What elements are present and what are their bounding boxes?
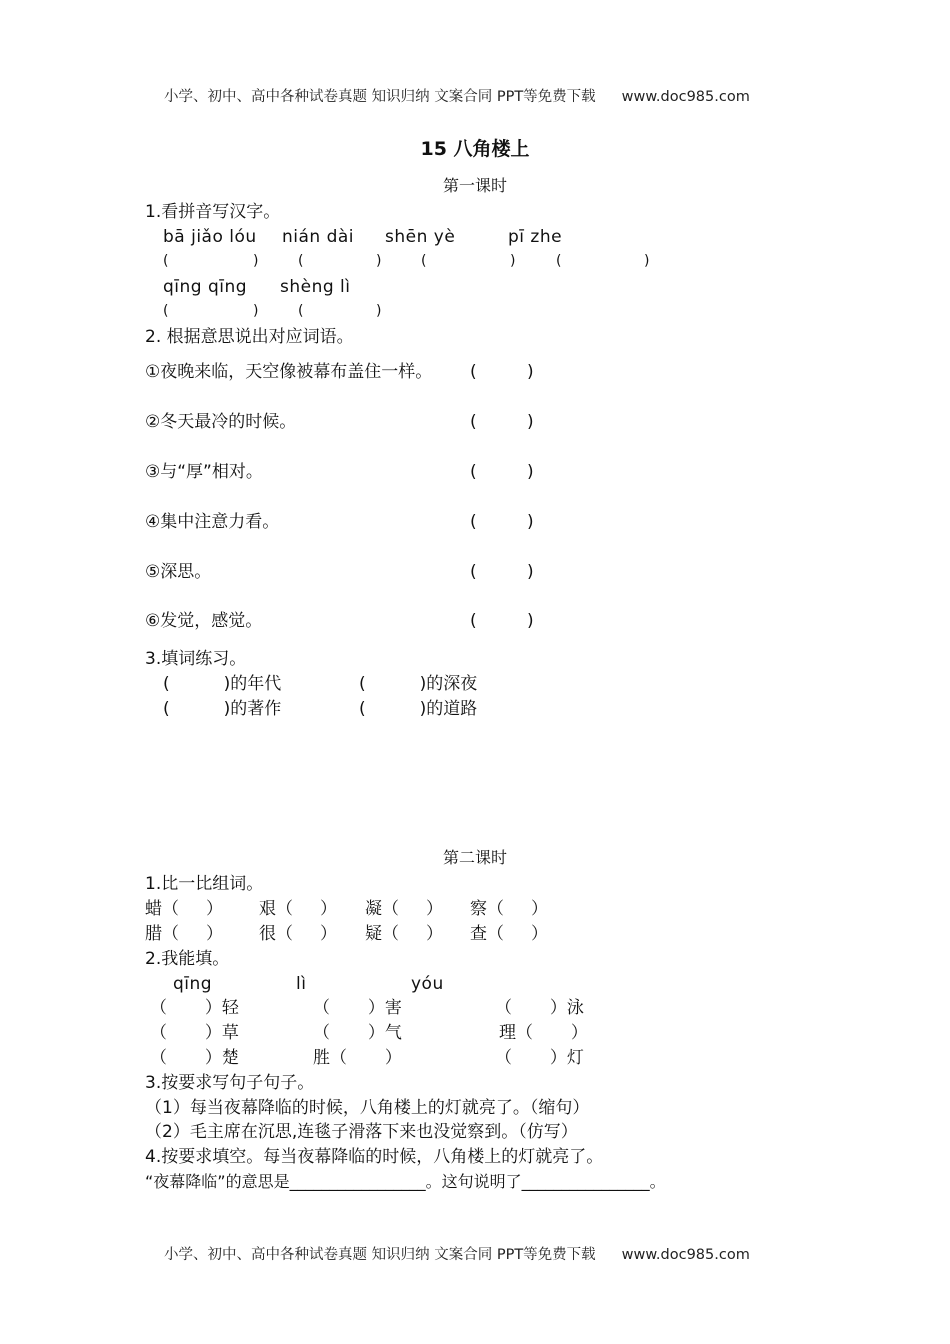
pinyin-item: lì: [296, 974, 307, 994]
answer-paren-close[interactable]: ): [376, 303, 382, 319]
pinyin-item: qīng: [173, 974, 213, 994]
lesson2-heading: 第二课时: [442, 848, 507, 867]
answer-paren-close[interactable]: ): [527, 412, 534, 432]
fill-blank-line[interactable]: “夜幕降临”的意思是_________________。这句说明了________________。: [145, 1172, 666, 1191]
lesson1-heading: 第一课时: [442, 176, 507, 195]
answer-paren-close[interactable]: ): [644, 253, 650, 269]
fill-char-item[interactable]: 胜（ ）: [313, 1048, 402, 1068]
l2-q2-label: 2.我能填。: [145, 949, 230, 969]
l1-q2-label: 2. 根据意思说出对应词语。: [145, 327, 354, 347]
meaning-item: ④集中注意力看。: [145, 512, 280, 532]
fill-word-item[interactable]: ( )的年代: [163, 674, 282, 694]
compare-item[interactable]: 查（ ）: [470, 924, 549, 944]
footer-text: 小学、初中、高中各种试卷真题 知识归纳 文案合同 PPT等免费下载: [164, 1247, 596, 1263]
meaning-item: ②冬天最冷的时候。: [145, 412, 297, 432]
fill-char-item[interactable]: 理（ ）: [499, 1023, 588, 1043]
compare-item[interactable]: 凝（ ）: [365, 899, 444, 919]
answer-paren-close[interactable]: ): [510, 253, 516, 269]
answer-paren-open[interactable]: (: [470, 512, 477, 532]
l1-q3-label: 3.填词练习。: [145, 649, 247, 669]
l2-q1-label: 1.比一比组词。: [145, 874, 264, 894]
pinyin-item: yóu: [411, 974, 444, 994]
answer-paren-close[interactable]: ): [527, 512, 534, 532]
answer-paren-open[interactable]: (: [421, 253, 427, 269]
answer-paren-close[interactable]: ): [527, 462, 534, 482]
fill-char-item[interactable]: （ ）楚: [150, 1048, 239, 1068]
sentence-task: （1）每当夜幕降临的时候，八角楼上的灯就亮了。（缩句）: [145, 1098, 590, 1118]
answer-paren-open[interactable]: (: [298, 253, 304, 269]
answer-paren-close[interactable]: ): [376, 253, 382, 269]
answer-paren-open[interactable]: (: [163, 303, 169, 319]
pinyin-item: bā jiǎo lóu: [163, 227, 257, 247]
page-header: [164, 90, 750, 105]
answer-paren-close[interactable]: ): [253, 253, 259, 269]
l2-q3-label: 3.按要求写句子句子。: [145, 1073, 315, 1093]
page-footer: [164, 1248, 750, 1263]
pinyin-item: qīng qīng: [163, 277, 248, 297]
answer-paren-close[interactable]: ): [253, 303, 259, 319]
answer-paren-open[interactable]: (: [556, 253, 562, 269]
l1-q1-label: 1.看拼音写汉字。: [145, 202, 281, 222]
l2-q4-label: 4.按要求填空。每当夜幕降临的时候，八角楼上的灯就亮了。: [145, 1147, 604, 1167]
meaning-item: ①夜晚来临，天空像被幕布盖住一样。: [145, 362, 433, 382]
meaning-item: ③与“厚”相对。: [145, 462, 263, 482]
fill-word-item[interactable]: ( )的深夜: [359, 674, 478, 694]
compare-item[interactable]: 察（ ）: [470, 899, 549, 919]
footer-site-link[interactable]: www.doc985.com: [621, 1247, 750, 1263]
header-text: 小学、初中、高中各种试卷真题 知识归纳 文案合同 PPT等免费下载: [164, 89, 596, 105]
answer-paren-close[interactable]: ): [527, 362, 534, 382]
answer-paren-open[interactable]: (: [470, 412, 477, 432]
sentence-task: （2）毛主席在沉思,连毯子滑落下来也没觉察到。（仿写）: [145, 1122, 578, 1142]
compare-item[interactable]: 很（ ）: [259, 924, 338, 944]
answer-paren-open[interactable]: (: [470, 611, 477, 631]
answer-paren-close[interactable]: ): [527, 562, 534, 582]
fill-word-item[interactable]: ( )的道路: [359, 699, 478, 719]
page-title: 15 八角楼上: [420, 138, 530, 160]
meaning-item: ⑥发觉，感觉。: [145, 611, 263, 631]
fill-char-item[interactable]: （ ）轻: [150, 998, 239, 1018]
fill-char-item[interactable]: （ ）害: [313, 998, 402, 1018]
compare-item[interactable]: 艰（ ）: [259, 899, 338, 919]
fill-char-item[interactable]: （ ）草: [150, 1023, 239, 1043]
meaning-item: ⑤深思。: [145, 562, 212, 582]
pinyin-item: shēn yè: [385, 227, 456, 247]
answer-paren-open[interactable]: (: [470, 462, 477, 482]
compare-item[interactable]: 蜡（ ）: [145, 899, 224, 919]
answer-paren-open[interactable]: (: [298, 303, 304, 319]
fill-char-item[interactable]: （ ）灯: [495, 1048, 584, 1068]
answer-paren-open[interactable]: (: [470, 562, 477, 582]
answer-paren-open[interactable]: (: [470, 362, 477, 382]
pinyin-item: nián dài: [282, 227, 355, 247]
answer-paren-close[interactable]: ): [527, 611, 534, 631]
answer-paren-open[interactable]: (: [163, 253, 169, 269]
pinyin-item: shèng lì: [280, 277, 351, 297]
pinyin-item: pī zhe: [508, 227, 563, 247]
compare-item[interactable]: 疑（ ）: [365, 924, 444, 944]
fill-char-item[interactable]: （ ）气: [313, 1023, 402, 1043]
fill-word-item[interactable]: ( )的著作: [163, 699, 282, 719]
header-site-link[interactable]: www.doc985.com: [621, 89, 750, 105]
fill-char-item[interactable]: （ ）泳: [495, 998, 584, 1018]
compare-item[interactable]: 腊（ ）: [145, 924, 224, 944]
